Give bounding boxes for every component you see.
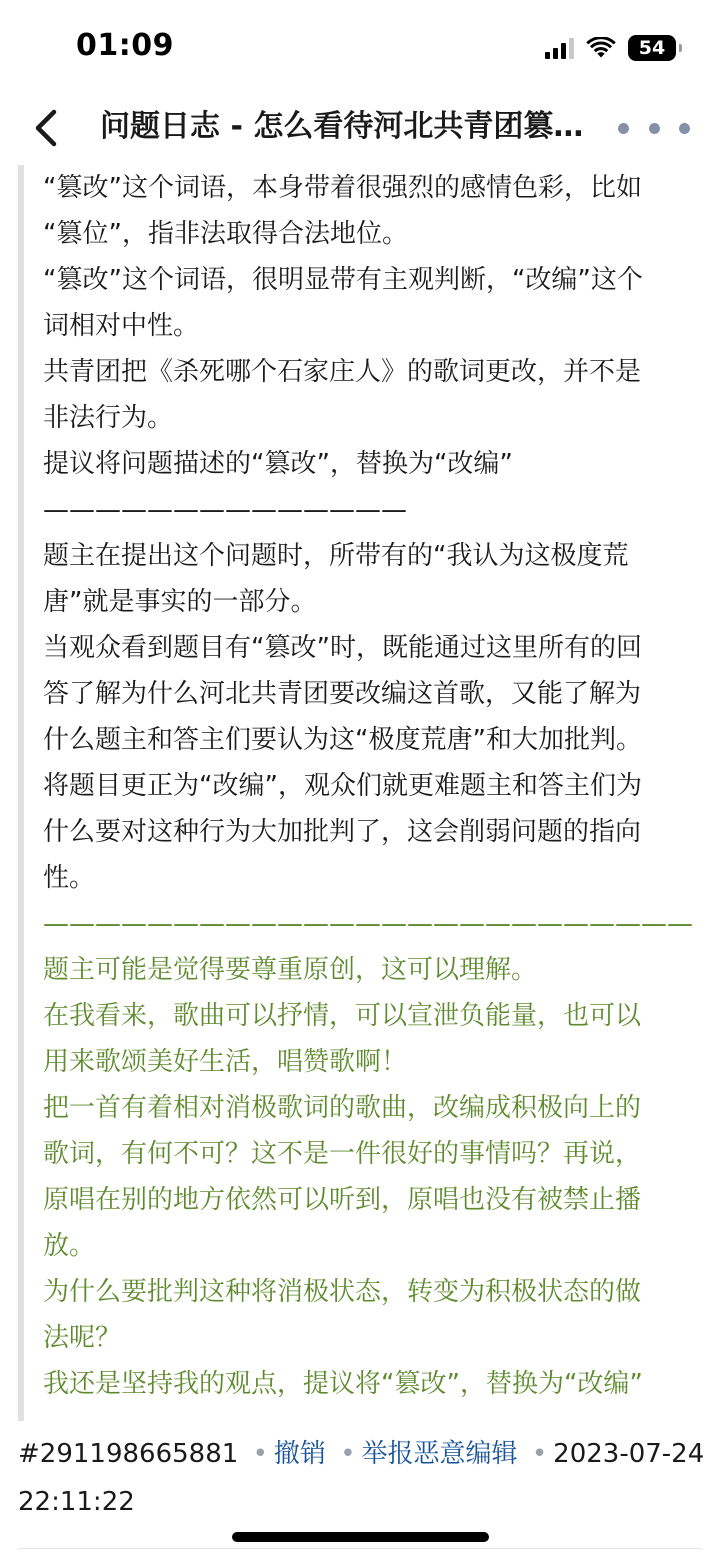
content-line: 唐”就是事实的一部分。 xyxy=(43,587,317,617)
content-line: 性。 xyxy=(43,863,96,893)
undo-link[interactable]: 撤销 xyxy=(273,1439,326,1469)
separator: • xyxy=(340,1439,356,1469)
content-line: 词相对中性。 xyxy=(43,311,200,341)
content-line: 题主在提出这个问题时，所带有的“我认为这极度荒 xyxy=(43,541,629,571)
content-line: 我还是坚持我的观点，提议将“篡改”，替换为“改编” xyxy=(43,1369,643,1399)
content-line: 用来歌颂美好生活，唱赞歌啊！ xyxy=(43,1047,408,1077)
more-dots-icon xyxy=(618,123,629,134)
content-line: 什么要对这种行为大加批判了，这会削弱问题的指向 xyxy=(43,817,642,847)
content-line: “篡位”，指非法取得合法地位。 xyxy=(43,219,408,249)
content-line: “篡改”这个词语，本身带着很强烈的感情色彩，比如 xyxy=(43,173,642,203)
content-line: 歌词，有何不可？这不是一件很好的事情吗？再说， xyxy=(43,1139,642,1169)
edit-log-meta xyxy=(18,1430,708,1526)
edit-date: 2023-07-24 xyxy=(553,1439,705,1469)
battery-level: 54 xyxy=(638,37,666,59)
content-line: 原唱在别的地方依然可以听到，原唱也没有被禁止播 xyxy=(43,1185,642,1215)
content-line: “篡改”这个词语，很明显带有主观判断，“改编”这个 xyxy=(43,265,643,295)
home-indicator[interactable] xyxy=(232,1532,489,1542)
content-line: 在我看来，歌曲可以抒情，可以宣泄负能量，也可以 xyxy=(43,1001,642,1031)
content-line: 为什么要批判这种将消极状态，转变为积极状态的做 xyxy=(43,1277,642,1307)
status-time: 01:09 xyxy=(76,28,174,63)
content-line: —————————————— xyxy=(43,495,407,525)
content-line: 什么题主和答主们要认为这“极度荒唐”和大加批判。 xyxy=(43,725,642,755)
cellular-signal-icon xyxy=(545,37,574,59)
content-line: 共青团把《杀死哪个石家庄人》的歌词更改，并不是 xyxy=(43,357,642,387)
edit-log-content xyxy=(18,165,698,1421)
content-line: 放。 xyxy=(43,1231,96,1261)
separator: • xyxy=(252,1439,268,1469)
content-line: 法呢？ xyxy=(43,1323,122,1353)
back-button[interactable] xyxy=(24,103,68,153)
chevron-left-icon xyxy=(33,109,59,147)
battery-icon xyxy=(628,35,676,61)
content-line: 非法行为。 xyxy=(43,403,174,433)
separator: • xyxy=(531,1439,548,1469)
content-line: 把一首有着相对消极歌词的歌曲，改编成积极向上的 xyxy=(43,1093,642,1123)
edit-time: 22:11:22 xyxy=(18,1487,135,1517)
content-line: 题主可能是觉得要尊重原创，这可以理解。 xyxy=(43,955,538,985)
content-line: 将题目更正为“改编”，观众们就更难题主和答主们为 xyxy=(43,771,642,801)
nav-bar xyxy=(0,95,720,163)
report-malicious-edit-link[interactable]: 举报恶意编辑 xyxy=(361,1439,518,1469)
status-icons xyxy=(545,34,676,62)
content-line: 当观众看到题目有“篡改”时，既能通过这里所有的回 xyxy=(43,633,642,663)
log-id: #291198665881 xyxy=(18,1439,239,1469)
content-line: 提议将问题描述的“篡改”，替换为“改编” xyxy=(43,449,513,479)
page-title: 问题日志 - 怎么看待河北共青团篡… xyxy=(100,109,584,144)
more-button[interactable] xyxy=(618,117,690,139)
content-line: 答了解为什么河北共青团要改编这首歌，又能了解为 xyxy=(43,679,642,709)
content-line: ————————————————————————— xyxy=(43,909,693,939)
wifi-icon xyxy=(586,37,616,59)
status-bar xyxy=(0,0,720,95)
divider xyxy=(18,1548,702,1549)
